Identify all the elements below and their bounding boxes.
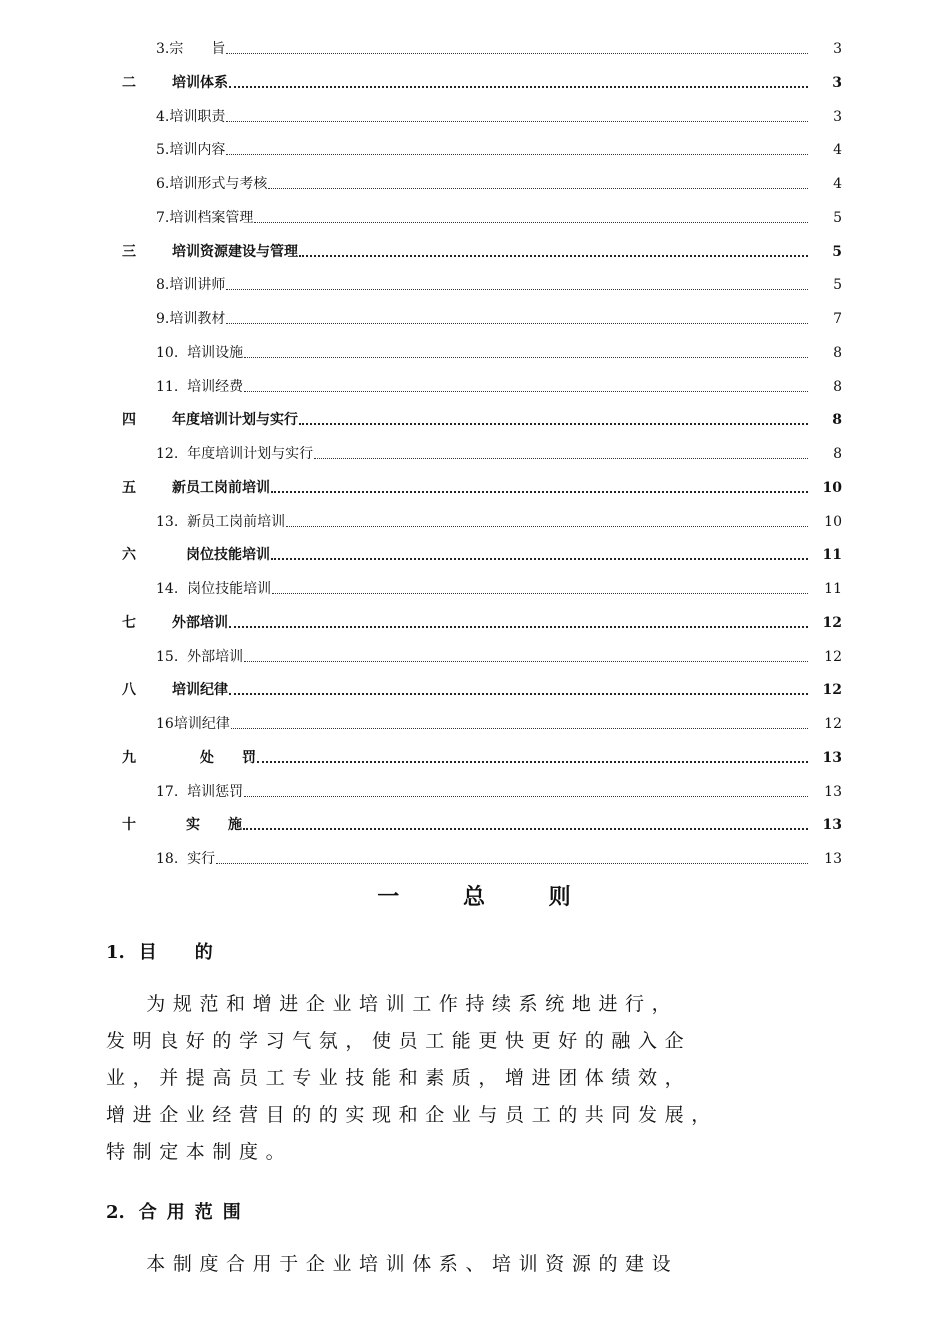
toc-page-number: 10 bbox=[824, 514, 842, 530]
toc-section-entry bbox=[156, 713, 842, 733]
toc-entry-title: 处 罚 bbox=[172, 750, 256, 766]
chapter-title-part-2: 则 bbox=[548, 884, 573, 910]
paragraph-line: 本制度合用于企业培训体系、培训资源的建设 bbox=[106, 1253, 679, 1275]
toc-page-number: 13 bbox=[824, 784, 842, 800]
toc-chapter-entry bbox=[122, 814, 842, 834]
toc-page-number: 3 bbox=[833, 109, 842, 125]
toc-section-entry bbox=[156, 443, 842, 463]
toc-entry-title: 培训经费 bbox=[187, 379, 244, 395]
toc-dot-leader bbox=[286, 525, 808, 527]
toc-entry-number: 九 bbox=[122, 750, 136, 766]
toc-dot-leader bbox=[229, 625, 808, 628]
toc-dot-leader bbox=[257, 760, 808, 763]
toc-entry-title: 培训内容 bbox=[169, 142, 226, 158]
toc-page-number: 8 bbox=[833, 345, 842, 361]
toc-page-number: 7 bbox=[833, 311, 842, 327]
toc-entry-title: 外部培训 bbox=[172, 615, 228, 631]
paragraph-line: 为规范和增进企业培训工作持续系统地进行， bbox=[106, 993, 679, 1015]
toc-entry-title: 实行 bbox=[187, 851, 216, 867]
toc-page-number: 12 bbox=[824, 649, 842, 665]
toc-dot-leader bbox=[226, 153, 808, 155]
toc-section-entry bbox=[156, 376, 842, 396]
toc-page-number: 5 bbox=[832, 244, 842, 260]
section-2-body bbox=[106, 1246, 866, 1283]
toc-section-entry bbox=[156, 38, 842, 58]
toc-dot-leader bbox=[299, 422, 808, 425]
toc-dot-leader bbox=[244, 795, 808, 797]
toc-chapter-entry bbox=[122, 679, 842, 699]
toc-page-number: 5 bbox=[833, 277, 842, 293]
toc-dot-leader bbox=[244, 390, 808, 392]
paragraph-line: 业，并提高员工专业技能和素质，增进团体绩效， bbox=[106, 1067, 692, 1089]
toc-dot-leader bbox=[271, 490, 808, 493]
toc-page-number: 3 bbox=[833, 41, 842, 57]
toc-section-entry bbox=[156, 342, 842, 362]
toc-section-entry bbox=[156, 646, 842, 666]
toc-chapter-entry bbox=[122, 477, 842, 497]
toc-entry-title: 培训教材 bbox=[169, 311, 226, 327]
toc-entry-title: 外部培训 bbox=[187, 649, 244, 665]
toc-entry-title: 培训纪律 bbox=[172, 682, 228, 698]
section-1-body bbox=[106, 986, 866, 1171]
toc-entry-number: 八 bbox=[122, 682, 136, 698]
toc-page-number: 8 bbox=[832, 412, 842, 428]
toc-chapter-entry bbox=[122, 747, 842, 767]
section-1-heading bbox=[106, 938, 223, 964]
section-2-heading bbox=[106, 1198, 251, 1224]
toc-entry-number: 7. bbox=[156, 210, 170, 226]
toc-dot-leader bbox=[226, 322, 808, 324]
toc-dot-leader bbox=[272, 592, 808, 594]
toc-page-number: 11 bbox=[822, 547, 842, 563]
chapter-number: 一 bbox=[377, 884, 402, 910]
toc-page-number: 13 bbox=[824, 851, 842, 867]
toc-chapter-entry bbox=[122, 241, 842, 261]
toc-dot-leader bbox=[271, 557, 808, 560]
section-1-title: 目 的 bbox=[138, 942, 223, 963]
section-1-number: 1. bbox=[106, 942, 125, 963]
toc-entry-number: 13. bbox=[156, 514, 188, 530]
toc-page-number: 12 bbox=[822, 682, 842, 698]
toc-dot-leader bbox=[314, 457, 808, 459]
toc-chapter-entry bbox=[122, 72, 842, 92]
toc-entry-title: 新员工岗前培训 bbox=[187, 514, 286, 530]
section-2-number: 2. bbox=[106, 1202, 125, 1223]
toc-section-entry bbox=[156, 578, 842, 598]
paragraph-line: 发明良好的学习气氛，使员工能更快更好的融入企 bbox=[106, 1030, 692, 1052]
toc-entry-title: 培训形式与考核 bbox=[169, 176, 268, 192]
section-2-title: 合用范围 bbox=[138, 1202, 251, 1223]
toc-dot-leader bbox=[231, 727, 808, 729]
toc-entry-number: 14. bbox=[156, 581, 188, 597]
chapter-title-part-1: 总 bbox=[462, 884, 487, 910]
toc-dot-leader bbox=[216, 862, 808, 864]
toc-entry-number: 3. bbox=[156, 41, 170, 57]
toc-entry-title: 年度培训计划与实行 bbox=[187, 446, 314, 462]
toc-entry-number: 10. bbox=[156, 345, 188, 361]
toc-entry-title: 培训体系 bbox=[172, 75, 228, 91]
toc-page-number: 10 bbox=[822, 480, 842, 496]
toc-page-number: 13 bbox=[822, 817, 842, 833]
toc-entry-number: 十 bbox=[122, 817, 136, 833]
toc-entry-title: 培训资源建设与管理 bbox=[172, 244, 298, 260]
toc-entry-title: 培训惩罚 bbox=[187, 784, 244, 800]
toc-section-entry bbox=[156, 173, 842, 193]
toc-entry-number: 12. bbox=[156, 446, 188, 462]
toc-entry-number: 16 bbox=[156, 716, 174, 732]
toc-chapter-entry bbox=[122, 612, 842, 632]
toc-entry-title: 培训设施 bbox=[187, 345, 244, 361]
toc-entry-number: 5. bbox=[156, 142, 170, 158]
toc-page-number: 8 bbox=[833, 379, 842, 395]
toc-entry-number: 8. bbox=[156, 277, 170, 293]
toc-section-entry bbox=[156, 139, 842, 159]
toc-section-entry bbox=[156, 848, 842, 868]
toc-section-entry bbox=[156, 511, 842, 531]
toc-entry-number: 五 bbox=[122, 480, 136, 496]
toc-section-entry bbox=[156, 106, 842, 126]
toc-entry-title: 年度培训计划与实行 bbox=[172, 412, 298, 428]
toc-entry-number: 9. bbox=[156, 311, 170, 327]
toc-page-number: 8 bbox=[833, 446, 842, 462]
toc-entry-number: 15. bbox=[156, 649, 188, 665]
toc-entry-title: 岗位技能培训 bbox=[172, 547, 270, 563]
toc-entry-number: 六 bbox=[122, 547, 136, 563]
toc-entry-title: 宗 旨 bbox=[169, 41, 226, 57]
toc-page-number: 4 bbox=[833, 142, 842, 158]
toc-dot-leader bbox=[244, 660, 808, 662]
toc-dot-leader bbox=[226, 52, 808, 54]
toc-entry-number: 七 bbox=[122, 615, 136, 631]
toc-page-number: 13 bbox=[822, 750, 842, 766]
toc-entry-number: 4. bbox=[156, 109, 170, 125]
toc-entry-title: 培训讲师 bbox=[169, 277, 226, 293]
toc-entry-number: 6. bbox=[156, 176, 170, 192]
paragraph-line: 增进企业经营目的的实现和企业与员工的共同发展， bbox=[106, 1104, 718, 1126]
toc-entry-title: 培训档案管理 bbox=[169, 210, 254, 226]
toc-entry-number: 四 bbox=[122, 412, 136, 428]
toc-entry-title: 培训职责 bbox=[169, 109, 226, 125]
toc-entry-title: 新员工岗前培训 bbox=[172, 480, 270, 496]
toc-entry-number: 17. bbox=[156, 784, 188, 800]
toc-entry-number: 11. bbox=[156, 379, 188, 395]
toc-dot-leader bbox=[268, 187, 808, 189]
toc-page-number: 12 bbox=[822, 615, 842, 631]
toc-dot-leader bbox=[299, 254, 808, 257]
toc-entry-number: 二 bbox=[122, 75, 136, 91]
toc-page-number: 3 bbox=[832, 75, 842, 91]
toc-dot-leader bbox=[226, 288, 808, 290]
toc-dot-leader bbox=[226, 120, 808, 122]
toc-entry-number: 18. bbox=[156, 851, 188, 867]
paragraph-line: 特制定本制度。 bbox=[106, 1141, 293, 1163]
toc-section-entry bbox=[156, 207, 842, 227]
toc-entry-title: 培训纪律 bbox=[173, 716, 230, 732]
toc-dot-leader bbox=[244, 356, 808, 358]
toc-dot-leader bbox=[254, 221, 808, 223]
toc-section-entry bbox=[156, 274, 842, 294]
toc-chapter-entry bbox=[122, 544, 842, 564]
toc-chapter-entry bbox=[122, 409, 842, 429]
toc-page-number: 11 bbox=[824, 581, 842, 597]
chapter-heading bbox=[0, 880, 950, 911]
toc-dot-leader bbox=[229, 85, 808, 88]
toc-entry-title: 实 施 bbox=[172, 817, 242, 833]
toc-dot-leader bbox=[243, 827, 808, 830]
toc-entry-title: 岗位技能培训 bbox=[187, 581, 272, 597]
toc-page-number: 4 bbox=[833, 176, 842, 192]
toc-dot-leader bbox=[229, 692, 808, 695]
toc-entry-number: 三 bbox=[122, 244, 136, 260]
toc-section-entry bbox=[156, 781, 842, 801]
toc-page-number: 12 bbox=[824, 716, 842, 732]
toc-page-number: 5 bbox=[833, 210, 842, 226]
toc-section-entry bbox=[156, 308, 842, 328]
